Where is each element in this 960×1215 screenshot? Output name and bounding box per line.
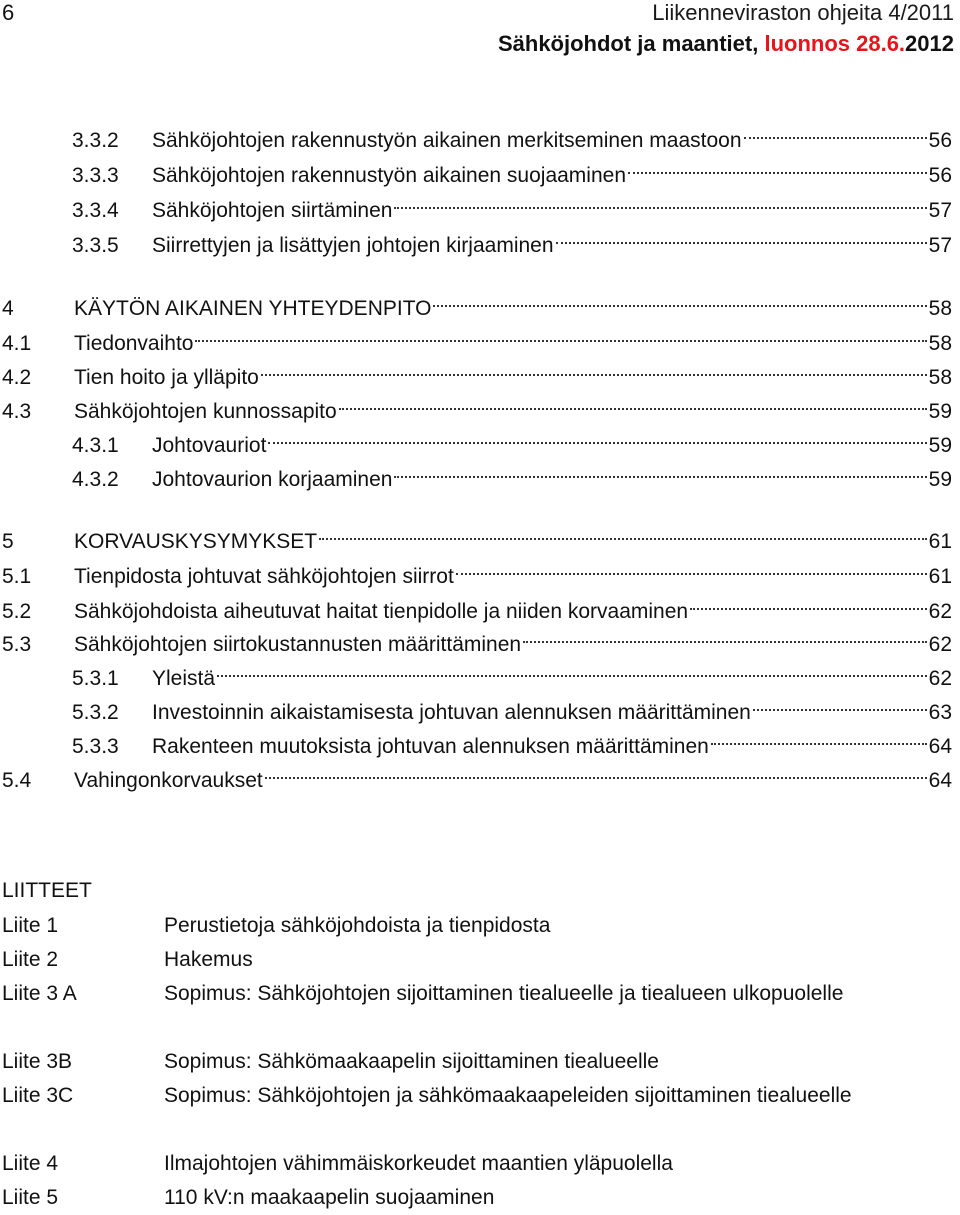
appendix-description: Sopimus: Sähkömaakaapelin sijoittaminen tiealueelle xyxy=(164,1050,659,1073)
toc-page: 58 xyxy=(928,297,952,320)
appendix-description: Sopimus: Sähköjohtojen ja sähkömaakaapeleiden sijoittaminen tiealueelle xyxy=(164,1084,852,1107)
toc-page: 63 xyxy=(928,701,952,724)
toc-page: 61 xyxy=(928,530,952,553)
toc-number: 5.3.1 xyxy=(72,667,119,690)
appendix-description: Sopimus: Sähköjohtojen sijoittaminen tiealueelle ja tiealueen ulkopuolelle xyxy=(164,982,844,1005)
toc-title: Sähköjohtojen kunnossapito xyxy=(74,400,337,423)
draft-year: 2012 xyxy=(905,31,954,56)
toc-page: 59 xyxy=(928,468,952,491)
toc-leader xyxy=(319,518,927,548)
toc-entry[interactable] xyxy=(72,222,952,257)
toc-entry[interactable] xyxy=(72,187,952,222)
toc-entry[interactable] xyxy=(72,456,952,491)
appendix-label: Liite 5 xyxy=(2,1186,59,1209)
toc-page: 59 xyxy=(928,400,952,423)
toc-title: Sähköjohdoista aiheutuvat haitat tienpidolle ja niiden korvaaminen xyxy=(74,600,689,623)
toc-page: 57 xyxy=(928,234,952,257)
toc-entry[interactable] xyxy=(72,117,952,152)
toc-number: 5 xyxy=(2,530,14,553)
toc-title: Siirrettyjen ja lisättyjen johtojen kirjaaminen xyxy=(152,234,554,257)
toc-page: 62 xyxy=(928,667,952,690)
toc-title: Sähköjohtojen siirtokustannusten määrittäminen xyxy=(74,633,522,656)
toc-number: 5.1 xyxy=(2,565,32,588)
toc-entry[interactable] xyxy=(72,655,952,690)
toc-page: 62 xyxy=(928,633,952,656)
toc-entry[interactable] xyxy=(72,422,952,457)
toc-entry[interactable] xyxy=(2,588,952,623)
toc-number: 4.3 xyxy=(2,400,32,423)
toc-leader xyxy=(394,456,926,486)
toc-page: 62 xyxy=(928,600,952,623)
toc-entry[interactable] xyxy=(2,621,952,656)
toc-entry[interactable] xyxy=(2,757,952,792)
toc-title: Johtovauriot xyxy=(152,434,267,457)
appendix-item xyxy=(2,1147,942,1181)
appendix-label: Liite 1 xyxy=(2,914,59,937)
toc-page: 56 xyxy=(928,164,952,187)
appendix-label: Liite 2 xyxy=(2,948,59,971)
document-title xyxy=(498,30,954,58)
toc-leader xyxy=(690,588,927,618)
appendix-description: Perustietoja sähköjohdoista ja tienpidosta xyxy=(164,914,551,937)
toc-leader xyxy=(628,152,927,182)
toc-leader xyxy=(268,422,926,452)
toc-entry[interactable] xyxy=(72,152,952,187)
toc-page: 57 xyxy=(928,199,952,222)
toc-leader xyxy=(753,689,927,719)
appendix-label: Liite 4 xyxy=(2,1152,59,1175)
toc-number: 5.3.3 xyxy=(72,735,119,758)
toc-number: 4.1 xyxy=(2,332,32,355)
toc-leader xyxy=(217,655,927,685)
appendix-description: Ilmajohtojen vähimmäiskorkeudet maantien yläpuolella xyxy=(164,1152,673,1175)
toc-title: Rakenteen muutoksista johtuvan alennuksen määrittäminen xyxy=(152,735,709,758)
appendix-item xyxy=(2,909,942,943)
toc-title: Sähköjohtojen rakennustyön aikainen merkitseminen maastoon xyxy=(152,129,742,152)
toc-number: 5.4 xyxy=(2,769,32,792)
toc-title: Investoinnin aikaistamisesta johtuvan alennuksen määrittäminen xyxy=(152,701,751,724)
toc-number: 3.3.4 xyxy=(72,199,119,222)
toc-number: 4.3.1 xyxy=(72,434,119,457)
toc-entry[interactable] xyxy=(2,285,952,320)
toc-title: Tiedonvaihto xyxy=(74,332,194,355)
toc-number: 3.3.5 xyxy=(72,234,119,257)
toc-number: 4.3.2 xyxy=(72,468,119,491)
appendix-item xyxy=(2,943,942,977)
appendix-label: Liite 3B xyxy=(2,1050,73,1073)
toc-page: 58 xyxy=(928,366,952,389)
toc-entry[interactable] xyxy=(2,320,952,355)
toc-number: 4.2 xyxy=(2,366,32,389)
toc-page: 64 xyxy=(928,735,952,758)
toc-entry[interactable] xyxy=(72,689,952,724)
appendix-description: Hakemus xyxy=(164,948,253,971)
toc-entry[interactable] xyxy=(2,518,952,553)
toc-page: 58 xyxy=(928,332,952,355)
toc-title: Sähköjohtojen rakennustyön aikainen suojaaminen xyxy=(152,164,626,187)
toc-title: Sähköjohtojen siirtäminen xyxy=(152,199,393,222)
document-title-text: Sähköjohdot ja maantiet, xyxy=(497,31,765,56)
toc-title: Vahingonkorvaukset xyxy=(74,769,263,792)
appendix-label: Liite 3C xyxy=(2,1084,74,1107)
toc-number: 5.3.2 xyxy=(72,701,119,724)
toc-leader xyxy=(556,222,927,252)
publication-title: Liikenneviraston ohjeita 4/2011 xyxy=(652,0,954,25)
toc-number: 3.3.2 xyxy=(72,129,119,152)
toc-leader xyxy=(744,117,927,147)
toc-title: KÄYTÖN AIKAINEN YHTEYDENPITO xyxy=(74,297,432,320)
toc-title: Tien hoito ja ylläpito xyxy=(74,366,259,389)
toc-page: 56 xyxy=(928,129,952,152)
appendices-heading: LIITTEET xyxy=(2,879,92,902)
appendix-description: 110 kV:n maakaapelin suojaaminen xyxy=(164,1186,495,1209)
toc-number: 4 xyxy=(2,297,14,320)
toc-leader xyxy=(523,621,927,651)
toc-leader xyxy=(711,723,927,753)
toc-leader xyxy=(394,187,926,217)
toc-title: KORVAUSKYSYMYKSET xyxy=(74,530,318,553)
toc-title: Johtovaurion korjaaminen xyxy=(152,468,393,491)
toc-entry[interactable] xyxy=(72,723,952,758)
toc-page: 59 xyxy=(928,434,952,457)
toc-entry[interactable] xyxy=(2,553,952,588)
toc-leader xyxy=(339,388,927,418)
toc-leader xyxy=(433,285,926,315)
appendix-item xyxy=(2,977,942,1011)
toc-leader xyxy=(195,320,926,350)
toc-leader xyxy=(265,757,927,787)
toc-leader xyxy=(261,354,927,384)
toc-entry[interactable] xyxy=(2,354,952,389)
appendix-item xyxy=(2,1045,942,1079)
appendix-label: Liite 3 A xyxy=(2,982,77,1005)
toc-title: Yleistä xyxy=(152,667,216,690)
toc-entry[interactable] xyxy=(2,388,952,423)
toc-leader xyxy=(456,553,927,583)
toc-page: 61 xyxy=(928,565,952,588)
toc-number: 5.2 xyxy=(2,600,32,623)
page-number: 6 xyxy=(2,0,15,25)
toc-number: 3.3.3 xyxy=(72,164,119,187)
appendix-item xyxy=(2,1181,942,1215)
toc-number: 5.3 xyxy=(2,633,32,656)
toc-page: 64 xyxy=(928,769,952,792)
appendix-item xyxy=(2,1079,942,1113)
draft-label: luonnos 28.6. xyxy=(764,31,906,56)
toc-title: Tienpidosta johtuvat sähköjohtojen siirrot xyxy=(74,565,454,588)
